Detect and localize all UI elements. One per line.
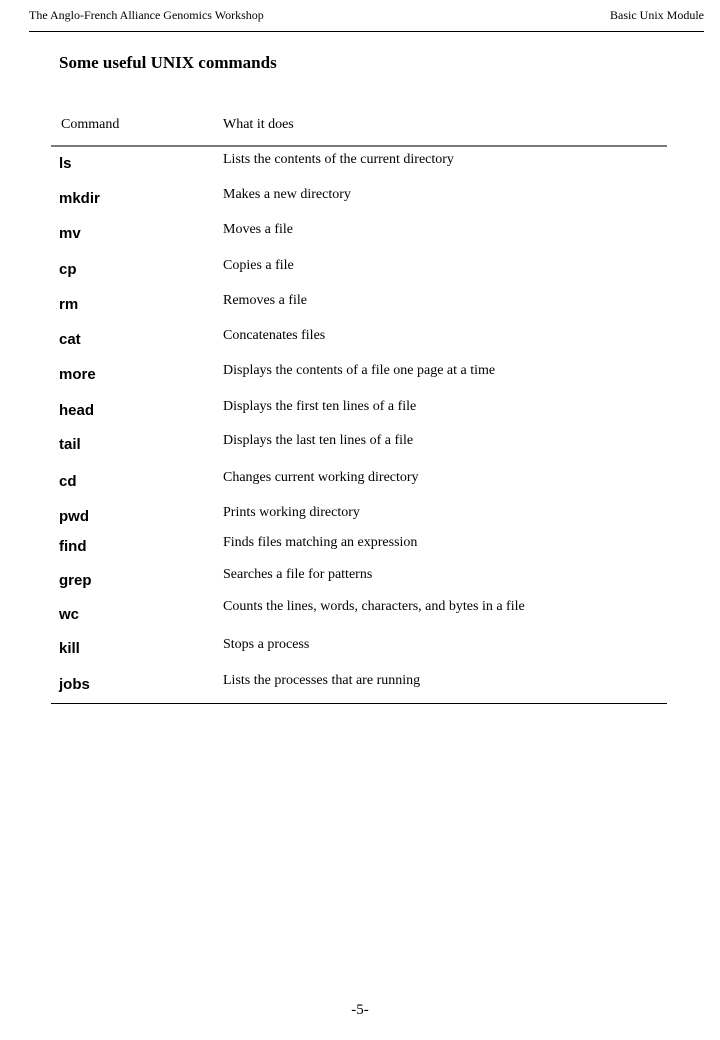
command-name: pwd <box>59 508 89 525</box>
header-module-name: Basic Unix Module <box>610 8 704 22</box>
table-row <box>51 187 667 211</box>
table-row <box>51 433 667 457</box>
command-description: Finds files matching an expression <box>223 535 418 550</box>
command-name: find <box>59 538 87 555</box>
table-row <box>51 328 667 352</box>
table-row <box>51 567 667 594</box>
page-header <box>29 5 704 32</box>
table-row <box>51 293 667 317</box>
table-row <box>51 637 667 661</box>
command-description: Displays the last ten lines of a file <box>223 433 414 448</box>
command-description: Makes a new directory <box>223 187 351 202</box>
command-name: grep <box>59 572 92 589</box>
command-description: Searches a file for patterns <box>223 567 373 582</box>
command-name: cp <box>59 261 77 278</box>
table-row <box>51 363 667 387</box>
command-name: head <box>59 402 95 419</box>
command-description: Copies a file <box>223 258 294 273</box>
command-description: Stops a process <box>223 637 310 652</box>
header-workshop-title: The Anglo-French Alliance Genomics Workshop <box>29 8 264 22</box>
table-row <box>51 152 667 176</box>
command-description: Displays the first ten lines of a file <box>223 399 417 414</box>
page-title: Some useful UNIX commands <box>59 53 277 72</box>
table-row <box>51 537 667 561</box>
command-description: Removes a file <box>223 293 307 308</box>
command-name: cd <box>59 473 77 490</box>
page-number: -5- <box>351 1002 369 1018</box>
column-header-description: What it does <box>223 117 294 132</box>
table-row <box>51 258 667 282</box>
command-description: Moves a file <box>223 222 293 237</box>
command-description: Prints working directory <box>223 505 360 520</box>
table-row <box>51 505 667 529</box>
command-name: jobs <box>59 676 90 693</box>
command-name: wc <box>59 606 80 623</box>
table-row <box>51 470 667 494</box>
command-description: Concatenates files <box>223 328 326 343</box>
table-row <box>51 673 667 697</box>
command-description: Changes current working directory <box>223 470 419 485</box>
command-name: ls <box>59 155 72 172</box>
table-row <box>51 599 667 628</box>
table-header <box>51 113 667 147</box>
command-description: Lists the contents of the current directory <box>223 152 454 167</box>
table-row <box>51 222 667 246</box>
command-name: rm <box>59 296 79 313</box>
table-body <box>51 147 667 704</box>
command-name: tail <box>59 436 81 453</box>
command-description: Displays the contents of a file one page at a time <box>223 363 496 378</box>
command-name: mkdir <box>59 190 100 207</box>
commands-table <box>51 113 667 704</box>
table-row <box>51 399 667 423</box>
command-name: kill <box>59 640 80 657</box>
command-name: mv <box>59 225 81 242</box>
column-header-command: Command <box>61 117 120 132</box>
command-description: Counts the lines, words, characters, and bytes in a file <box>223 599 525 614</box>
command-name: more <box>59 366 96 383</box>
command-name: cat <box>59 331 81 348</box>
command-description: Lists the processes that are running <box>223 673 421 688</box>
